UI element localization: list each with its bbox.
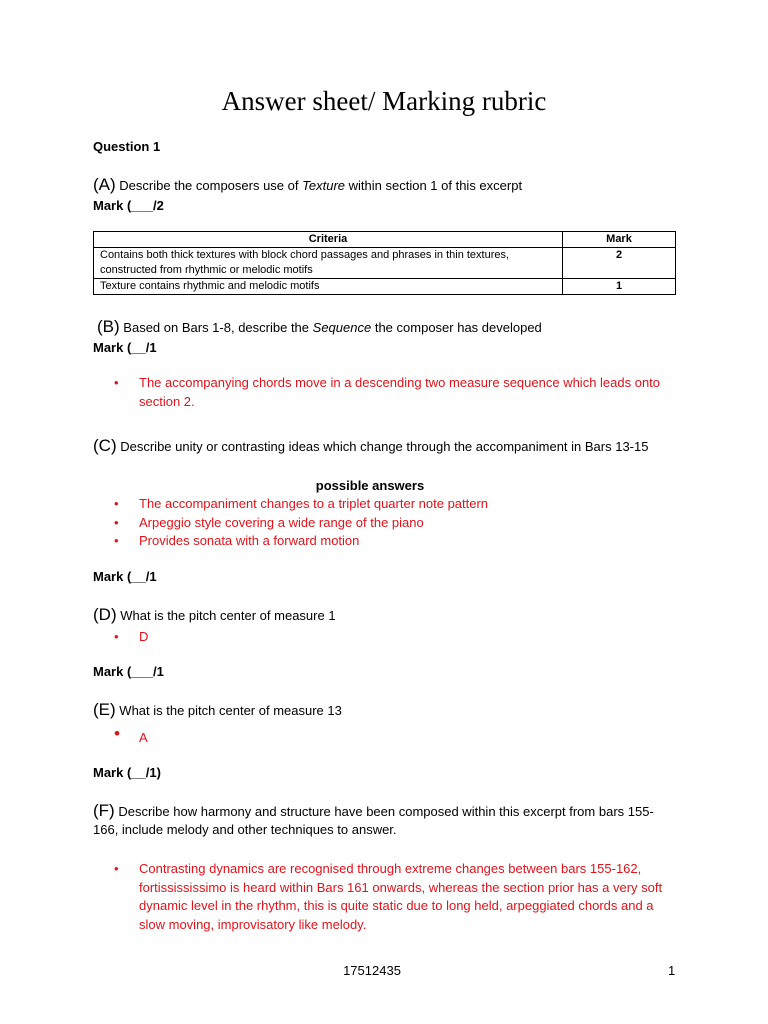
table-cell-mark: 2	[563, 248, 676, 279]
question-e-letter: (E)	[93, 700, 116, 719]
answer-text: Provides sonata with a forward motion	[139, 533, 360, 548]
list-item	[93, 514, 683, 533]
question-c-mark: Mark (__/1	[93, 569, 157, 584]
question-e-text: What is the pitch center of measure 13	[119, 703, 342, 718]
bullet-icon: •	[114, 375, 119, 390]
question-e-answers	[93, 724, 683, 748]
question-f-text: Describe how harmony and structure have been composed within this excerpt from bars 155-166, include melody and other techniques to answer.	[93, 804, 654, 837]
question-b-mark: Mark (__/1	[93, 340, 157, 355]
question-a-text-after: within section 1 of this excerpt	[348, 178, 523, 193]
bullet-icon: •	[114, 496, 119, 511]
question-c	[93, 437, 683, 456]
marking-criteria-table	[93, 231, 676, 295]
answer-text: Contrasting dynamics are recognised through extreme changes between bars 155-162, fortissississimo is heard within Bars 161 onwards, whereas the section prior has a very soft dynamic level in the rhythm, this is quite static due to long held, arpeggiated chords and a slow moving, improvisatory like melody.	[139, 861, 663, 932]
footer-page-number: 1	[668, 963, 676, 978]
question-a-text-before: Describe the composers use of	[119, 178, 299, 193]
table-header-row	[94, 232, 676, 248]
question-d	[93, 606, 683, 625]
question-c-text: Describe unity or contrasting ideas which change through the accompaniment in Bars 13-15	[120, 439, 649, 454]
page-title: Answer sheet/ Marking rubric	[221, 86, 547, 116]
question-f-letter: (F)	[93, 801, 115, 820]
question-heading: Question 1	[93, 139, 161, 154]
list-item	[93, 860, 675, 934]
question-b-answers	[93, 374, 683, 411]
question-d-text: What is the pitch center of measure 1	[120, 608, 336, 623]
question-d-answers	[93, 628, 683, 647]
table-cell-criteria: Contains both thick textures with block chord passages and phrases in thin textures, constructed from rhythmic or melodic motifs	[94, 248, 563, 279]
question-e-mark: Mark (__/1)	[93, 765, 161, 780]
question-c-letter: (C)	[93, 436, 117, 455]
bullet-icon: •	[114, 724, 120, 743]
bullet-icon: •	[114, 533, 119, 548]
list-item	[93, 532, 683, 551]
bullet-icon: •	[114, 861, 119, 876]
question-b-text-after: the composer has developed	[374, 320, 542, 335]
question-d-mark: Mark (___/1	[93, 664, 164, 679]
question-f-answers	[93, 860, 675, 934]
table-header-criteria: Criteria	[94, 232, 563, 248]
question-b	[97, 318, 697, 337]
question-b-text-before: Based on Bars 1-8, describe the	[123, 320, 310, 335]
table-cell-mark: 1	[563, 279, 676, 295]
question-a	[93, 176, 693, 195]
answer-text: A	[139, 730, 148, 745]
question-c-answers	[93, 495, 683, 551]
answer-text: D	[139, 629, 149, 644]
list-item	[93, 495, 683, 514]
list-item	[93, 628, 683, 647]
footer-student-id: 17512435	[343, 963, 401, 978]
possible-answers-label: possible answers	[315, 478, 425, 493]
table-row	[94, 279, 676, 295]
question-d-letter: (D)	[93, 605, 117, 624]
answer-text: The accompanying chords move in a descending two measure sequence which leads onto section 2.	[139, 375, 661, 409]
list-item	[93, 374, 683, 411]
question-b-letter: (B)	[97, 317, 120, 336]
question-e	[93, 701, 683, 720]
question-a-italic: Texture	[302, 178, 346, 193]
bullet-icon: •	[114, 629, 119, 644]
bullet-icon: •	[114, 514, 119, 530]
question-a-mark: Mark (___/2	[93, 198, 164, 213]
list-item	[93, 724, 683, 748]
table-row	[94, 248, 676, 279]
question-f	[93, 802, 668, 839]
question-a-letter: (A)	[93, 175, 116, 194]
table-header-mark: Mark	[563, 232, 676, 248]
table-cell-criteria: Texture contains rhythmic and melodic motifs	[94, 279, 563, 295]
answer-text: Arpeggio style covering a wide range of the piano	[139, 514, 424, 530]
answer-text: The accompaniment changes to a triplet quarter note pattern	[139, 496, 489, 511]
question-b-italic: Sequence	[312, 320, 372, 335]
